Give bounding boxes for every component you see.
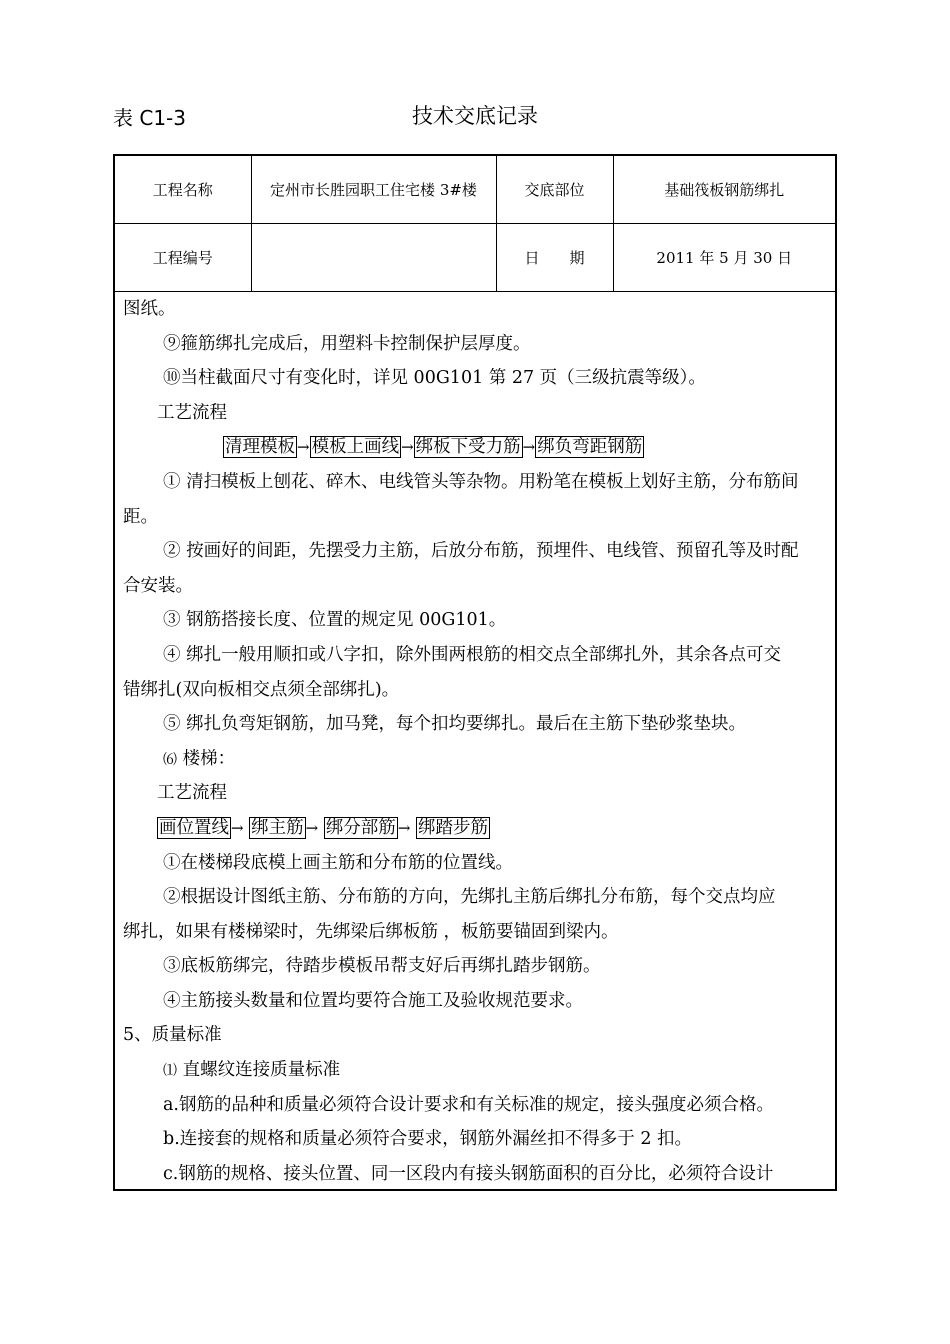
content-body [123, 292, 835, 1191]
text-line: 工艺流程 [157, 402, 227, 423]
text-line: 绑扎，如果有楼梯梁时，先绑梁后绑板筋 ，板筋要锚固到梁内。 [123, 921, 619, 942]
text-line: ① 清扫模板上刨花、碎木、电线管头等杂物。用粉笔在模板上划好主筋，分布筋间 [163, 471, 799, 492]
item-number: ⑴ [163, 1063, 177, 1080]
flow-step: 绑板下受力筋 [415, 437, 521, 458]
flow-step: 模板上画线 [311, 437, 400, 458]
text-line: 错绑扎(双向板相交点须全部绑扎)。 [123, 679, 400, 700]
text-line: ② 按画好的间距，先摆受力主筋，后放分布筋，预埋件、电线管、预留孔等及时配 [163, 541, 799, 562]
text-line: ③底板筋绑完，待踏步模板吊帮支好后再绑扎踏步钢筋。 [163, 956, 601, 977]
text-line: ④ 绑扎一般用顺扣或八字扣，除外围两根筋的相交点全部绑扎外，其余各点可交 [163, 644, 782, 665]
text-line: c.钢筋的规格、接头位置、同一区段内有接头钢筋面积的百分比，必须符合设计 [163, 1163, 774, 1184]
section-heading: 5、质量标准 [123, 1025, 222, 1046]
flow-step: 清理模板 [225, 437, 295, 458]
arrow-right-icon: → [522, 438, 536, 457]
arrow-right-icon: → [231, 818, 244, 837]
text-line: ①在楼梯段底模上画主筋和分布筋的位置线。 [163, 852, 513, 873]
arrow-right-icon: → [305, 818, 319, 837]
flow-step: 绑负弯距钢筋 [537, 437, 643, 458]
flow-step: 绑踏步筋 [417, 817, 488, 838]
form-code: 表 C1-3 [113, 106, 186, 130]
project-name-label: 工程名称 [115, 156, 251, 224]
text-line [123, 1053, 835, 1088]
item-number: ⑹ [163, 751, 177, 768]
location-label: 交底部位 [496, 156, 613, 224]
project-no-label: 工程编号 [115, 224, 251, 292]
text-line: 图纸。 [123, 299, 176, 319]
arrow-right-icon: → [401, 438, 414, 457]
text-line: ⑤ 绑扎负弯矩钢筋，加马凳，每个扣均要绑扎。最后在主筋下垫砂浆垫块。 [163, 714, 747, 735]
text-line: a.钢筋的品种和质量必须符合设计要求和有关标准的规定，接头强度必须合格。 [163, 1094, 774, 1115]
process-flow-2 [123, 811, 835, 846]
record-frame [113, 154, 837, 1191]
text-line: ⑨箍筋绑扎完成后，用塑料卡控制保护层厚度。 [163, 333, 531, 354]
text-line: b.连接套的规格和质量必须符合要求，钢筋外漏丝扣不得多于 2 扣。 [163, 1129, 693, 1150]
text-line: ③ 钢筋搭接长度、位置的规定见 00G101。 [163, 610, 507, 631]
date-label: 日 期 [496, 224, 613, 292]
process-flow-1 [123, 430, 835, 465]
project-no-value [251, 224, 496, 292]
date-value: 2011 年 5 月 30 日 [613, 224, 835, 292]
flow-step: 画位置线 [159, 817, 229, 838]
location-value: 基础筏板钢筋绑扎 [613, 156, 835, 224]
text-line: ④主筋接头数量和位置均要符合施工及验收规范要求。 [163, 990, 583, 1011]
project-name-value: 定州市长胜园职工住宅楼 3#楼 [251, 156, 496, 224]
item-text: 直螺纹连接质量标准 [182, 1060, 341, 1081]
text-line: 合安装。 [123, 575, 193, 596]
arrow-right-icon: → [297, 438, 310, 457]
info-table [115, 156, 835, 292]
text-line: 距。 [123, 506, 158, 527]
text-line [123, 742, 835, 777]
text-line: 工艺流程 [157, 783, 227, 804]
document-title: 技术交底记录 [412, 104, 538, 128]
arrow-right-icon: → [397, 818, 411, 837]
item-text: 楼梯： [182, 748, 236, 769]
text-line: ⑩当柱截面尺寸有变化时，详见 00G101 第 27 页（三级抗震等级）。 [163, 368, 706, 389]
flow-step: 绑分部筋 [325, 817, 396, 838]
flow-step: 绑主筋 [251, 817, 304, 838]
text-line: ②根据设计图纸主筋、分布筋的方向，先绑扎主筋后绑扎分布筋，每个交点均应 [163, 887, 776, 908]
